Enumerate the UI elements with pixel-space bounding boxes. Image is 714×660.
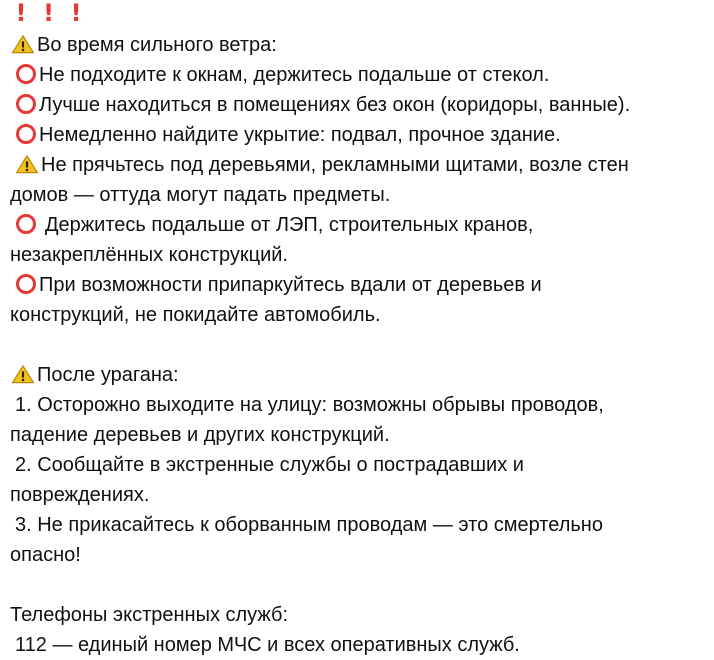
warning-icon [10,364,36,384]
exclamation-icon: ! [15,0,27,27]
section-heading-text: После урагана: [37,364,179,386]
phone-line: 112 — единый номер МЧС и всех оперативных служб. [15,634,520,656]
list-item: Не подходите к окнам, держитесь подальше от стекол. [10,60,714,90]
section-heading-text: Во время сильного ветра: [37,34,277,56]
list-item: Держитесь подальше от ЛЭП, строительных кранов, [10,210,714,240]
list-item-continuation: домов — оттуда могут падать предметы. [10,184,391,206]
post-text [10,0,714,660]
section-heading-after-hurricane [10,360,714,390]
numbered-item: 1. Осторожно выходите на улицу: возможны обрывы проводов, [15,394,604,416]
spacer [10,330,714,360]
red-ring-icon [16,274,36,294]
red-ring-icon [16,214,36,234]
header-exclamations [10,0,714,30]
spacer [10,570,714,600]
list-item: Не прячьтесь под деревьями, рекламными щитами, возле стен [10,150,714,180]
numbered-item-continuation: повреждениях. [10,484,150,506]
list-item-continuation: конструкций, не покидайте автомобиль. [10,304,381,326]
section-heading-during-wind [10,30,714,60]
list-item-continuation: незакреплённых конструкций. [10,244,288,266]
numbered-item-continuation: опасно! [10,544,81,566]
list-item: Немедленно найдите укрытие: подвал, прочное здание. [10,120,714,150]
red-ring-icon [16,64,36,84]
red-ring-icon [16,94,36,114]
numbered-item: 2. Сообщайте в экстренные службы о пострадавших и [15,454,524,476]
list-item: Лучше находиться в помещениях без окон (коридоры, ванные). [10,90,714,120]
list-item: При возможности припаркуйтесь вдали от деревьев и [10,270,714,300]
numbered-item-continuation: падение деревьев и других конструкций. [10,424,390,446]
section-heading-phones: Телефоны экстренных служб: [10,604,289,626]
numbered-item: 3. Не прикасайтесь к оборванным проводам — это смертельно [15,514,603,536]
exclamation-icon: ! [70,0,82,27]
exclamation-icon: ! [43,0,55,27]
warning-icon [10,34,36,54]
warning-icon [14,154,40,174]
red-ring-icon [16,124,36,144]
